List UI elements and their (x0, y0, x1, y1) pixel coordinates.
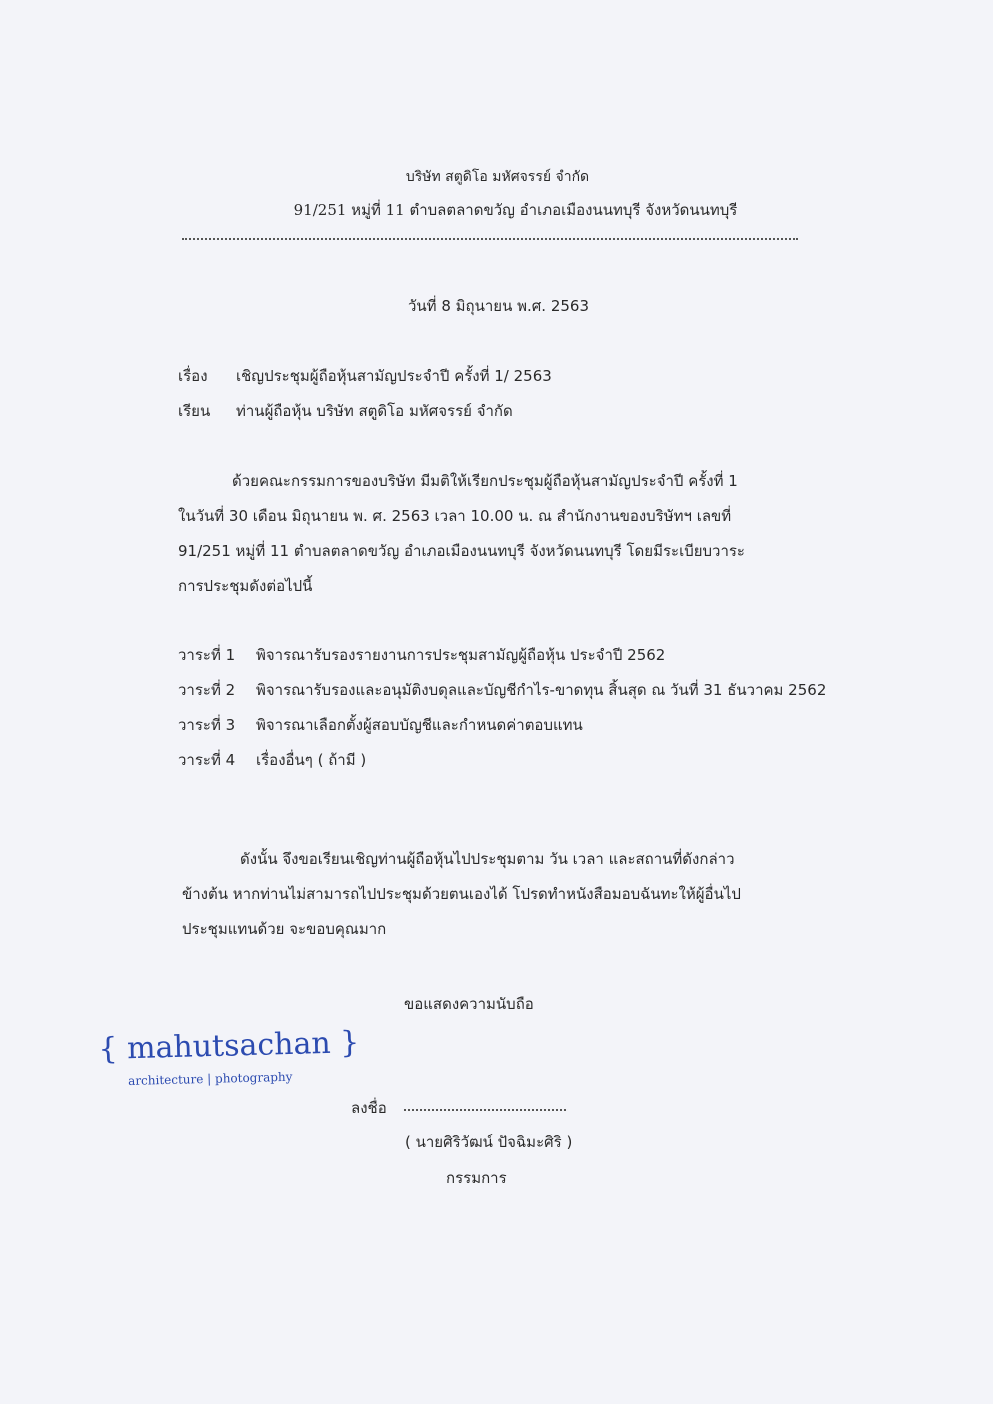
company-stamp-tagline: architecture | photography (128, 1069, 293, 1088)
agenda-item-number: วาระที่ 3 (178, 716, 236, 734)
subject-text: เชิญประชุมผู้ถือหุ้นสามัญประจำปี ครั้งที่ 1/ 2563 (236, 367, 552, 385)
addressee-label: เรียน (178, 402, 211, 420)
agenda-item-text: เรื่องอื่นๆ ( ถ้ามี ) (256, 751, 367, 769)
letter-date: วันที่ 8 มิถุนายน พ.ศ. 2563 (408, 297, 589, 315)
body-line: การประชุมดังต่อไปนี้ (178, 577, 313, 595)
body-line: 91/251 หมู่ที่ 11 ตำบลตลาดขวัญ อำเภอเมืองนนทบุรี จังหวัดนนทบุรี โดยมีระเบียบวาระ (178, 542, 745, 560)
agenda-item-text: พิจารณารับรองรายงานการประชุมสามัญผู้ถือหุ้น ประจำปี 2562 (256, 646, 666, 664)
closing-line: ข้างต้น หากท่านไม่สามารถไปประชุมด้วยตนเองได้ โปรดทำหนังสือมอบฉันทะให้ผู้อื่นไป (182, 885, 741, 903)
signer-title: กรรมการ (446, 1169, 507, 1187)
agenda-item-text: พิจารณาเลือกตั้งผู้สอบบัญชีและกำหนดค่าตอบแทน (256, 716, 583, 734)
signature-line (404, 1109, 566, 1111)
agenda-item-number: วาระที่ 1 (178, 646, 236, 664)
agenda-item-number: วาระที่ 2 (178, 681, 236, 699)
letterhead-divider (182, 238, 798, 240)
agenda-item-number: วาระที่ 4 (178, 751, 236, 769)
closing-line: ประชุมแทนด้วย จะขอบคุณมาก (182, 920, 387, 938)
closing-regards: ขอแสดงความนับถือ (404, 995, 534, 1013)
signature-label: ลงชื่อ (351, 1099, 387, 1117)
closing-line: ดังนั้น จึงขอเรียนเชิญท่านผู้ถือหุ้นไปประชุมตาม วัน เวลา และสถานที่ดังกล่าว (240, 850, 735, 868)
company-name: บริษัท สตูดิโอ มหัศจรรย์ จำกัด (405, 169, 590, 185)
body-line: ในวันที่ 30 เดือน มิถุนายน พ. ศ. 2563 เวลา 10.00 น. ณ สำนักงานของบริษัทฯ เลขที่ (178, 507, 732, 525)
addressee-text: ท่านผู้ถือหุ้น บริษัท สตูดิโอ มหัศจรรย์ จำกัด (236, 402, 513, 420)
company-address: 91/251 หมู่ที่ 11 ตำบลตลาดขวัญ อำเภอเมืองนนทบุรี จังหวัดนนทบุรี (293, 201, 738, 219)
agenda-item-text: พิจารณารับรองและอนุมัติงบดุลและบัญชีกำไร-ขาดทุน สิ้นสุด ณ วันที่ 31 ธันวาคม 2562 (256, 681, 827, 699)
subject-label: เรื่อง (178, 367, 208, 385)
signer-name: ( นายศิริวัฒน์ ปัจฉิมะศิริ ) (405, 1133, 573, 1151)
body-line: ด้วยคณะกรรมการของบริษัท มีมติให้เรียกประชุมผู้ถือหุ้นสามัญประจำปี ครั้งที่ 1 (232, 472, 738, 490)
company-stamp-name: { mahutsachan } (98, 1025, 360, 1067)
